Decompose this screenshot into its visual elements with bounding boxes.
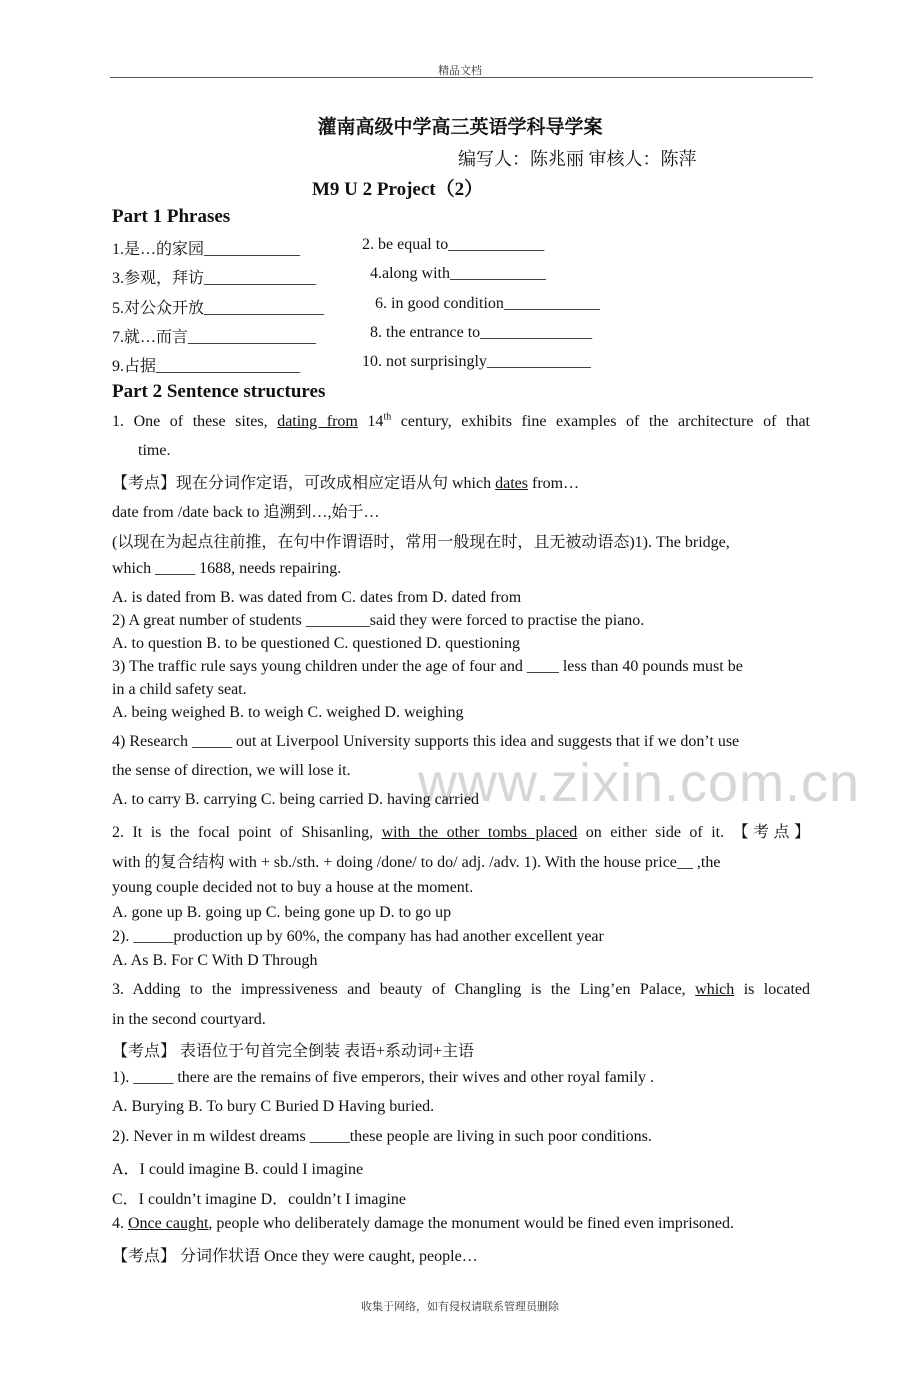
sentence-2: 2. It is the focal point of Shisanling, with the other tombs placed on either side of it. 【考点】 [112, 824, 811, 841]
options: A. being weighed B. to weigh C. weighed D. weighing [112, 704, 464, 721]
options: A. As B. For C With D Through [112, 952, 318, 969]
question: 2). _____production up by 60%, the company has had another excellent year [112, 928, 604, 945]
watermark: www.zixin.com.cn [418, 753, 861, 813]
phrase-right: 8. the entrance to______________ [370, 324, 593, 341]
phrase-left: 5.对公众开放_______________ [112, 300, 325, 317]
doc-subtitle: M9 U 2 Project（2） [312, 179, 484, 200]
phrase-left: 9.占据__________________ [112, 358, 301, 375]
question-cont: in a child safety seat. [112, 681, 247, 698]
doc-title: 灌南高级中学高三英语学科导学案 [317, 117, 603, 138]
usage-note: date from /date back to 追溯到…,始于… [112, 504, 380, 521]
point-note: 【考点】 分词作状语 Once they were caught, people… [112, 1248, 478, 1265]
page-header: 精品文档 [438, 65, 482, 77]
tense-note: (以现在为起点往前推，在句中作谓语时，常用一般现在时，且无被动语态)1). The bridge, [112, 534, 730, 551]
options: A. is dated from B. was dated from C. dates from D. dated from [112, 589, 522, 606]
page-footer: 收集于网络，如有侵权请联系管理员删除 [361, 1301, 559, 1313]
part1-heading: Part 1 Phrases [112, 206, 231, 227]
point-note: 【考点】 表语位于句首完全倒装 表语+系动词+主语 [112, 1043, 475, 1060]
question-cont: young couple decided not to buy a house at the moment. [112, 879, 474, 896]
options: A. gone up B. going up C. being gone up D. to go up [112, 904, 452, 921]
part2-heading: Part 2 Sentence structures [112, 381, 326, 402]
question: 2). Never in m wildest dreams _____these people are living in such poor conditions. [112, 1128, 652, 1145]
question: which _____ 1688, needs repairing. [112, 560, 342, 577]
options: A. to carry B. carrying C. being carried D. having carried [112, 791, 479, 808]
phrase-right: 6. in good condition____________ [375, 295, 600, 312]
sentence-3: 3. Adding to the impressiveness and beauty of Changling is the Ling’en Palace, which is located [112, 981, 811, 998]
point-note: with 的复合结构 with + sb./sth. + doing /done/ to do/ adj. /adv. 1). With the house price__ ,the [112, 854, 721, 871]
question: 2) A great number of students ________said they were forced to practise the piano. [112, 612, 645, 629]
doc-authors: 编写人：陈兆丽 审核人：陈萍 [458, 149, 697, 169]
question-cont: the sense of direction, we will lose it. [112, 762, 351, 779]
phrase-right: 2. be equal to____________ [362, 236, 545, 253]
sentence-4: 4. Once caught, people who deliberately damage the monument would be fined even imprisoned. [112, 1215, 735, 1232]
options: A. Burying B. To bury C Buried D Having buried. [112, 1098, 435, 1115]
phrase-left: 3.参观，拜访______________ [112, 270, 317, 287]
question: 3) The traffic rule says young children under the age of four and ____ less than 40 pounds must be [112, 658, 743, 675]
point-note: 【考点】现在分词作定语，可改成相应定语从句 which dates from… [112, 475, 580, 492]
options: A. to question B. to be questioned C. questioned D. questioning [112, 635, 520, 652]
phrase-left: 1.是…的家园____________ [112, 241, 301, 258]
phrase-right: 10. not surprisingly_____________ [362, 353, 591, 370]
question: 4) Research _____ out at Liverpool University supports this idea and suggests that if we don’t use [112, 733, 740, 750]
sentence-3-cont: in the second courtyard. [112, 1011, 266, 1028]
phrase-right: 4.along with____________ [370, 265, 546, 282]
phrase-left: 7.就…而言________________ [112, 329, 317, 346]
phrase-row [112, 236, 300, 259]
options: A．I could imagine B. could I imagine [112, 1161, 364, 1178]
header-rule [110, 77, 813, 78]
question: 1). _____ there are the remains of five emperors, their wives and other royal family . [112, 1069, 655, 1086]
sentence-1: 1. One of these sites, dating from 14th century, exhibits fine examples of the architecture of that [112, 411, 810, 430]
options: C．I couldn’t imagine D．couldn’t I imagine [112, 1191, 407, 1208]
sentence-1-cont: time. [138, 442, 171, 459]
